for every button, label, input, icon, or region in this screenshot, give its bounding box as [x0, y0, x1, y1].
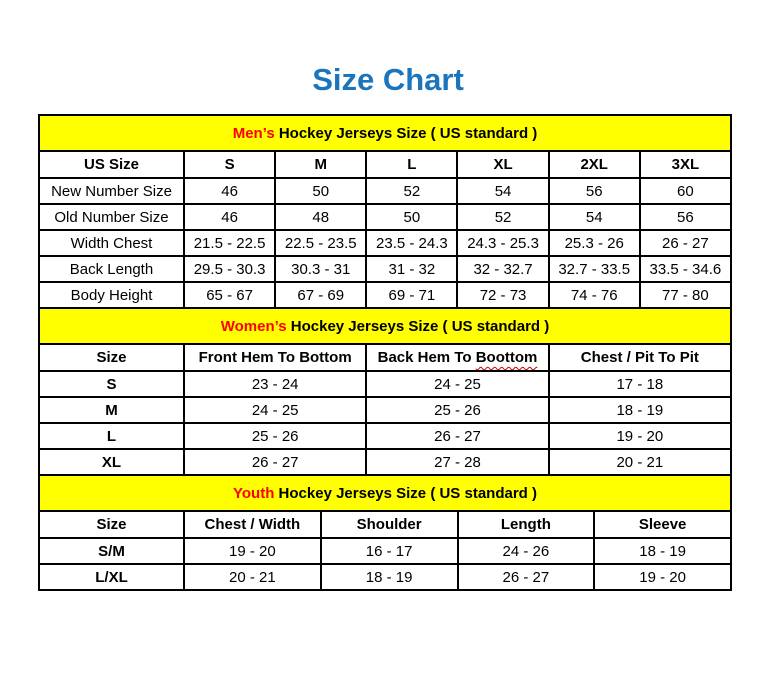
size-value-cell: 20 - 21 — [549, 449, 731, 475]
table-row — [39, 230, 731, 256]
table-row — [39, 538, 731, 564]
size-value-cell: 46 — [184, 204, 275, 230]
column-header-misspelled — [366, 344, 548, 371]
table-row — [39, 204, 731, 230]
row-label: S — [39, 371, 184, 397]
table-row — [39, 564, 731, 590]
size-value-cell: 25 - 26 — [366, 397, 548, 423]
youth-header-rest: Hockey Jerseys Size ( US standard ) — [274, 484, 537, 502]
mens-size-table — [38, 114, 732, 309]
column-header: 2XL — [549, 151, 640, 178]
table-row — [39, 282, 731, 308]
row-label: Body Height — [39, 282, 184, 308]
size-value-cell: 26 - 27 — [184, 449, 366, 475]
mens-section-header — [39, 115, 731, 151]
row-label: L — [39, 423, 184, 449]
size-value-cell: 19 - 20 — [184, 538, 321, 564]
column-header-prefix: Back Hem To — [377, 349, 476, 366]
column-header: Chest / Width — [184, 511, 321, 538]
size-value-cell: 77 - 80 — [640, 282, 731, 308]
size-value-cell: 16 - 17 — [321, 538, 458, 564]
size-value-cell: 23 - 24 — [184, 371, 366, 397]
size-value-cell: 26 - 27 — [458, 564, 595, 590]
size-value-cell: 54 — [457, 178, 548, 204]
mens-column-header-row — [39, 151, 731, 178]
column-header: L — [366, 151, 457, 178]
row-label: Old Number Size — [39, 204, 184, 230]
size-value-cell: 52 — [457, 204, 548, 230]
size-value-cell: 24.3 - 25.3 — [457, 230, 548, 256]
table-row — [39, 256, 731, 282]
size-value-cell: 50 — [366, 204, 457, 230]
size-value-cell: 18 - 19 — [321, 564, 458, 590]
size-value-cell: 19 - 20 — [549, 423, 731, 449]
table-row — [39, 423, 731, 449]
size-value-cell: 20 - 21 — [184, 564, 321, 590]
table-row — [39, 397, 731, 423]
size-value-cell: 25.3 - 26 — [549, 230, 640, 256]
column-header: Shoulder — [321, 511, 458, 538]
size-value-cell: 26 - 27 — [366, 423, 548, 449]
size-value-cell: 56 — [549, 178, 640, 204]
size-value-cell: 30.3 - 31 — [275, 256, 366, 282]
size-value-cell: 50 — [275, 178, 366, 204]
youth-section-header — [39, 475, 731, 511]
column-header: Front Hem To Bottom — [184, 344, 366, 371]
size-value-cell: 69 - 71 — [366, 282, 457, 308]
size-value-cell: 23.5 - 24.3 — [366, 230, 457, 256]
size-value-cell: 24 - 25 — [184, 397, 366, 423]
size-value-cell: 48 — [275, 204, 366, 230]
mens-section-header-row — [39, 115, 731, 151]
size-value-cell: 24 - 26 — [458, 538, 595, 564]
spellcheck-underlined-word: Boottom — [475, 349, 538, 366]
table-row — [39, 449, 731, 475]
womens-size-table — [38, 307, 732, 476]
mens-header-rest: Hockey Jerseys Size ( US standard ) — [274, 124, 538, 142]
table-row — [39, 371, 731, 397]
size-value-cell: 26 - 27 — [640, 230, 731, 256]
youth-header-highlight: Youth — [233, 484, 275, 502]
size-value-cell: 60 — [640, 178, 731, 204]
column-header: M — [275, 151, 366, 178]
column-header: Size — [39, 344, 184, 371]
size-value-cell: 46 — [184, 178, 275, 204]
size-value-cell: 52 — [366, 178, 457, 204]
size-value-cell: 65 - 67 — [184, 282, 275, 308]
column-header: S — [184, 151, 275, 178]
youth-column-header-row — [39, 511, 731, 538]
womens-header-highlight: Women’s — [220, 317, 287, 335]
size-value-cell: 72 - 73 — [457, 282, 548, 308]
row-label: XL — [39, 449, 184, 475]
womens-header-rest: Hockey Jerseys Size ( US standard ) — [286, 317, 550, 335]
column-header: Chest / Pit To Pit — [549, 344, 731, 371]
row-label: S/M — [39, 538, 184, 564]
table-row — [39, 178, 731, 204]
size-value-cell: 67 - 69 — [275, 282, 366, 308]
size-value-cell: 33.5 - 34.6 — [640, 256, 731, 282]
row-label: L/XL — [39, 564, 184, 590]
size-value-cell: 32 - 32.7 — [457, 256, 548, 282]
size-value-cell: 22.5 - 23.5 — [275, 230, 366, 256]
column-header: XL — [457, 151, 548, 178]
youth-section-header-row — [39, 475, 731, 511]
size-value-cell: 17 - 18 — [549, 371, 731, 397]
size-value-cell: 29.5 - 30.3 — [184, 256, 275, 282]
size-value-cell: 27 - 28 — [366, 449, 548, 475]
womens-column-header-row — [39, 344, 731, 371]
column-header: Length — [458, 511, 595, 538]
size-value-cell: 19 - 20 — [594, 564, 731, 590]
size-value-cell: 74 - 76 — [549, 282, 640, 308]
size-value-cell: 54 — [549, 204, 640, 230]
size-value-cell: 25 - 26 — [184, 423, 366, 449]
row-label: New Number Size — [39, 178, 184, 204]
size-value-cell: 56 — [640, 204, 731, 230]
size-value-cell: 18 - 19 — [549, 397, 731, 423]
womens-section-header — [39, 308, 731, 344]
column-header: US Size — [39, 151, 184, 178]
size-value-cell: 31 - 32 — [366, 256, 457, 282]
size-value-cell: 24 - 25 — [366, 371, 548, 397]
column-header: 3XL — [640, 151, 731, 178]
size-value-cell: 21.5 - 22.5 — [184, 230, 275, 256]
size-chart — [38, 114, 732, 591]
youth-size-table — [38, 474, 732, 591]
womens-section-header-row — [39, 308, 731, 344]
row-label: Back Length — [39, 256, 184, 282]
column-header: Size — [39, 511, 184, 538]
size-value-cell: 18 - 19 — [594, 538, 731, 564]
column-header: Sleeve — [594, 511, 731, 538]
row-label: Width Chest — [39, 230, 184, 256]
size-value-cell: 32.7 - 33.5 — [549, 256, 640, 282]
page-title: Size Chart — [312, 62, 464, 97]
row-label: M — [39, 397, 184, 423]
mens-header-highlight: Men’s — [232, 124, 275, 142]
